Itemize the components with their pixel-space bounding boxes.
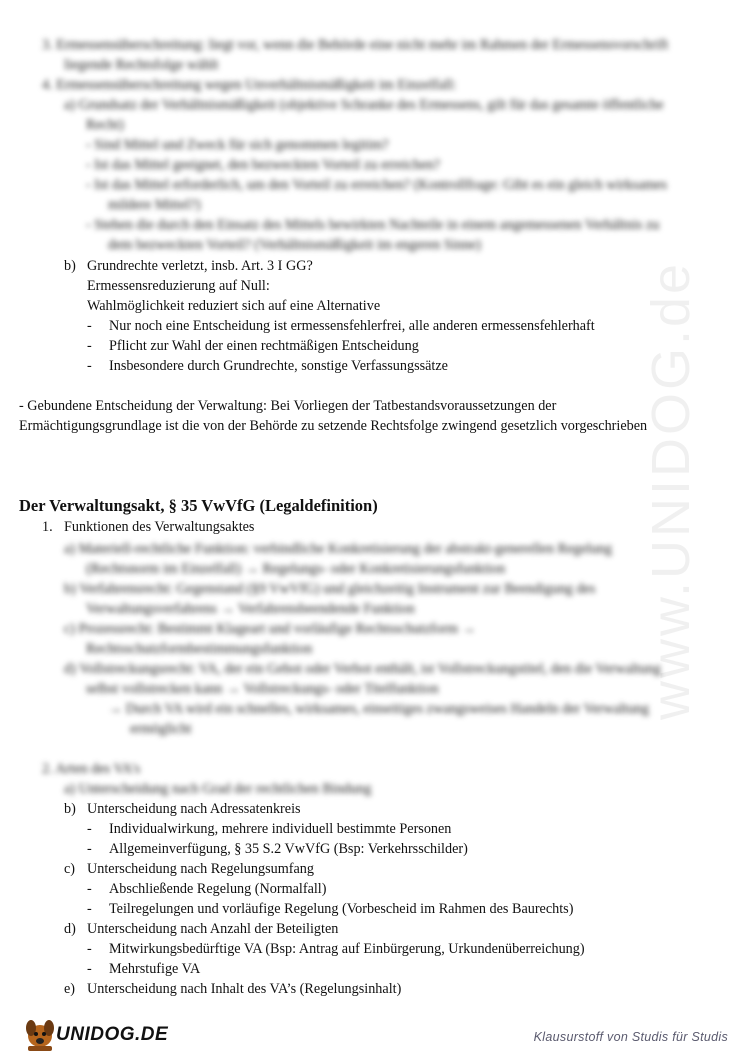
- list-item-heading: Unterscheidung nach Adressatenkreis: [87, 801, 301, 817]
- list-marker: b): [64, 258, 76, 274]
- bullet-dash: -: [87, 338, 92, 354]
- blurred-line: a) Grundsatz der Verhältnismäßigkeit (objektive Schranke des Ermessens, gilt für das gesamte öffentliche: [64, 97, 664, 113]
- blurred-line: - Ist das Mittel erforderlich, um den Vorteil zu erreichen? (Kontrollfrage: Gibt es ein gleich wirksames: [86, 177, 667, 193]
- section-b-line: Ermessensreduzierung auf Null:: [87, 278, 270, 294]
- blurred-line: Rechtsschutzformbestimmungsfunktion: [86, 641, 313, 657]
- blurred-line: Recht): [86, 117, 124, 133]
- footer-tagline: Klausurstoff von Studis für Studis: [533, 1030, 728, 1044]
- list-item: Teilregelungen und vorläufige Regelung (Vorbescheid im Rahmen des Baurechts): [109, 901, 574, 917]
- blurred-line: Verwaltungsverfahrens → Verfahrensbeendende Funktion: [86, 601, 415, 617]
- bullet-dash: -: [87, 881, 92, 897]
- logo-text: UNIDOG.DE: [56, 1024, 169, 1045]
- blurred-line: 3. Ermessensüberschreitung: liegt vor, wenn die Behörde eine nicht mehr im Rahmen der Ermessensvorschrift: [42, 37, 669, 53]
- paragraph-line: - Gebundene Entscheidung der Verwaltung: Bei Vorliegen der Tatbestandsvoraussetzungen der: [19, 398, 557, 414]
- list-item-heading: Unterscheidung nach Inhalt des VA’s (Regelungsinhalt): [87, 981, 402, 997]
- list-item-heading: Unterscheidung nach Anzahl der Beteiligten: [87, 921, 339, 937]
- section-b-line: Wahlmöglichkeit reduziert sich auf eine Alternative: [87, 298, 381, 314]
- list-marker: b): [64, 801, 76, 817]
- blurred-line: 2. Arten des VA's: [42, 761, 141, 777]
- blurred-line: → Durch VA wird ein schnelles, wirksames, einseitiges zwangsweises Handeln der Verwaltung: [108, 701, 649, 717]
- footer-logo[interactable]: [22, 1014, 169, 1054]
- list-marker: d): [64, 921, 76, 937]
- list-item: Insbesondere durch Grundrechte, sonstige Verfassungssätze: [109, 358, 448, 374]
- blurred-line: ermöglicht: [130, 721, 192, 737]
- blurred-line: d) Vollstreckungsrecht: VA, der ein Gebot oder Verbot enthält, ist Vollstreckungstitel, den die Verwaltung: [64, 661, 661, 677]
- blurred-line: - Ist das Mittel geeignet, den bezweckten Vorteil zu erreichen?: [86, 157, 441, 173]
- bullet-dash: -: [87, 941, 92, 957]
- blurred-line: 4. Ermessensüberschreitung wegen Unverhältnismäßigkeit im Einzelfall:: [42, 77, 457, 93]
- list-item: Mehrstufige VA: [109, 961, 201, 977]
- bullet-dash: -: [87, 961, 92, 977]
- section-heading: Der Verwaltungsakt, § 35 VwVfG (Legaldefinition): [19, 496, 378, 515]
- blurred-line: a) Materiell-rechtliche Funktion: verbindliche Konkretisierung der abstrakt-generellen Regelung: [64, 541, 612, 557]
- list-marker: c): [64, 861, 76, 877]
- list-item: Pflicht zur Wahl der einen rechtmäßigen Entscheidung: [109, 338, 419, 354]
- blurred-line: b) Verfahrensrecht: Gegenstand (§9 VwVfG) und gleichzeitig Instrument zur Beendigung des: [64, 581, 596, 597]
- blurred-line: - Stehen die durch den Einsatz des Mittels bewirkten Nachteile in einem angemessenen Verhältnis zu: [86, 217, 660, 233]
- blurred-line: a) Unterscheidung nach Grad der rechtlichen Bindung: [64, 781, 372, 797]
- bullet-dash: -: [87, 318, 92, 334]
- blurred-line: mildere Mittel?): [108, 197, 201, 213]
- bullet-dash: -: [87, 821, 92, 837]
- list-item: Nur noch eine Entscheidung ist ermessensfehlerfrei, alle anderen ermessensfehlerhaft: [109, 318, 595, 334]
- blurred-line: - Sind Mittel und Zweck für sich genommen legitim?: [86, 137, 389, 153]
- paragraph-line: Ermächtigungsgrundlage ist die von der Behörde zu setzende Rechtsfolge zwingend gesetzlich vorgeschrieben: [19, 418, 648, 434]
- list-item: Mitwirkungsbedürftige VA (Bsp: Antrag auf Einbürgerung, Urkundenüberreichung): [109, 941, 585, 957]
- list-marker: 1.: [42, 519, 53, 535]
- list-item-heading: Funktionen des Verwaltungsaktes: [64, 519, 255, 535]
- bullet-dash: -: [87, 901, 92, 917]
- blurred-line: selbst vollstrecken kann → Vollstreckungs- oder Titelfunktion: [86, 681, 439, 697]
- section-b-line: Grundrechte verletzt, insb. Art. 3 I GG?: [87, 258, 313, 274]
- blurred-line: c) Prozessrecht: Bestimmt Klageart und vorläufige Rechtsschutzform →: [64, 621, 476, 637]
- watermark: www.UNIDOG.de: [641, 260, 701, 720]
- list-item: Abschließende Regelung (Normalfall): [109, 881, 327, 897]
- blurred-line: (Rechtsnorm im Einzelfall) → Regelungs- oder Konkretisierungsfunktion: [86, 561, 506, 577]
- blurred-line: liegende Rechtsfolge wählt: [64, 57, 219, 73]
- list-item: Allgemeinverfügung, § 35 S.2 VwVfG (Bsp: Verkehrsschilder): [109, 841, 468, 857]
- bullet-dash: -: [87, 358, 92, 374]
- blurred-line: dem bezweckten Vorteil? (Verhältnismäßigkeit im engeren Sinne): [108, 237, 481, 253]
- list-marker: e): [64, 981, 76, 997]
- list-item: Individualwirkung, mehrere individuell bestimmte Personen: [109, 821, 452, 837]
- bullet-dash: -: [87, 841, 92, 857]
- list-item-heading: Unterscheidung nach Regelungsumfang: [87, 861, 314, 877]
